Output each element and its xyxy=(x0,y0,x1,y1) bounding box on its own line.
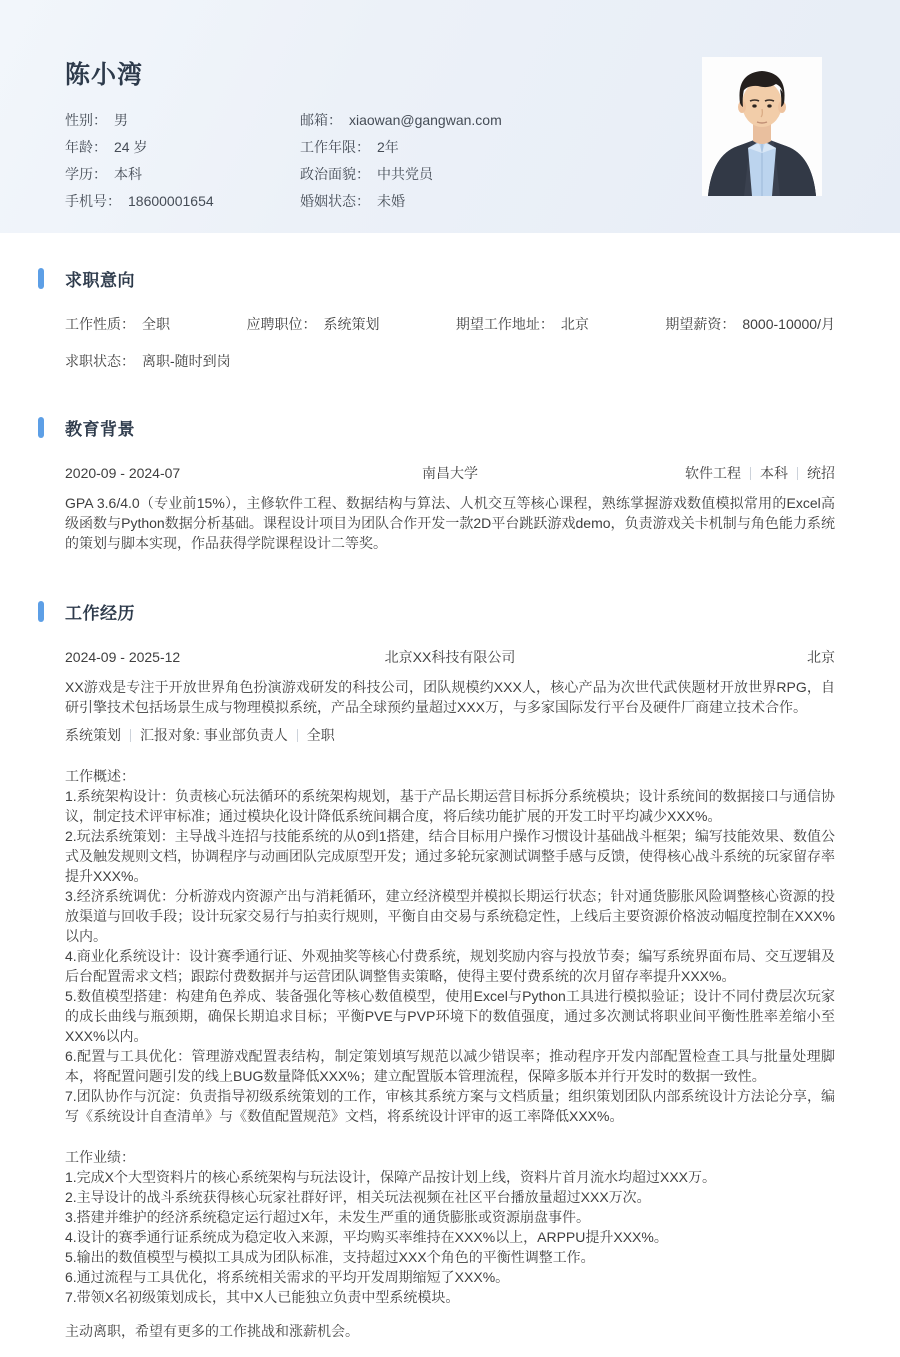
section-education xyxy=(65,415,835,553)
info-value: xiaowan@gangwan.com xyxy=(349,112,502,128)
info-age xyxy=(65,139,300,155)
field-label: 期望薪资： xyxy=(665,316,736,332)
field-target-position xyxy=(246,316,379,332)
portrait-illustration xyxy=(702,57,822,196)
work-overview-item: 5.数值模型搭建：构建角色养成、装备强化等核心数值模型，使用Excel与Python工具进行模拟验证；设计不同付费层次玩家的成长曲线与瓶颈期，确保长期追求目标；平衡PVE与PVP环境下的数值强度，通过多次测试将职业间平衡性胜率差缩小至XXX%以内。 xyxy=(65,988,835,1044)
job-intent-row-2 xyxy=(65,353,835,369)
education-major: 软件工程 xyxy=(685,465,741,481)
company-intro: XX游戏是专注于开放世界角色扮演游戏研发的科技公司，团队规模约XXX人，核心产品为次世代武侠题材开放世界RPG，自研引擎技术包括场景生成与物理模拟系统，产品全球预约量超过XXX万，与多家国际发行平台及硬件厂商建立技术合作。 xyxy=(65,679,835,715)
info-political-status xyxy=(300,166,625,182)
field-value: 系统策划 xyxy=(323,316,380,332)
work-overview-item: 7.团队协作与沉淀：负责指导初级系统策划的工作，审核其系统方案与文档质量；组织策划团队内部系统设计方法论分享，编写《系统设计自查清单》与《数值配置规范》文档，将系统设计评审的返工率降低XXX%。 xyxy=(65,1088,835,1124)
section-accent-bar xyxy=(38,268,44,289)
work-overview-block xyxy=(65,766,835,1126)
section-job-intent xyxy=(65,266,835,369)
divider xyxy=(797,467,798,480)
section-title: 工作经历 xyxy=(65,604,135,623)
candidate-photo xyxy=(702,57,822,196)
work-achievement-item: 5.输出的数值模型与模拟工具成为团队标准，支持超过XXX个角色的平衡性调整工作。 xyxy=(65,1249,595,1265)
info-work-years xyxy=(300,139,625,155)
info-value: 18600001654 xyxy=(128,193,214,209)
resume-header xyxy=(0,0,900,233)
education-meta-row xyxy=(65,465,835,482)
info-value: 2年 xyxy=(377,139,399,155)
candidate-name: 陈小湾 xyxy=(65,61,144,89)
section-accent-bar xyxy=(38,601,44,622)
personal-info-grid xyxy=(65,112,625,209)
section-title: 求职意向 xyxy=(65,271,135,290)
work-achievement-item: 7.带领X名初级策划成长，其中X人已能独立负责中型系统模块。 xyxy=(65,1289,460,1305)
work-achievement-item: 1.完成X个大型资料片的核心系统架构与玩法设计，保障产品按计划上线，资料片首月流水均超过XXX万。 xyxy=(65,1169,717,1185)
work-date: 2024-09 - 2025-12 xyxy=(65,649,181,665)
field-label: 工作性质： xyxy=(65,316,135,332)
section-header xyxy=(65,415,835,440)
job-intent-row-1 xyxy=(65,316,835,332)
field-label: 应聘职位： xyxy=(246,316,317,332)
work-achievement-item: 2.主导设计的战斗系统获得核心玩家社群好评，相关玩法视频在社区平台播放量超过XXX万次。 xyxy=(65,1189,651,1205)
report-to: 汇报对象: 事业部负责人 xyxy=(140,727,288,743)
section-accent-bar xyxy=(38,417,44,438)
info-value: 24 岁 xyxy=(114,139,148,155)
divider xyxy=(130,729,131,742)
work-overview-title: 工作概述： xyxy=(65,768,135,784)
education-description: GPA 3.6/4.0（专业前15%），主修软件工程、数据结构与算法、人机交互等核心课程，熟练掌握游戏数值模拟常用的Excel高级函数与Python数据分析基础。课程设计项目为团队合作开发一款2D平台跳跃游戏demo，负责游戏关卡机制与角色能力系统的策划与脚本实现，作品获得学院课程设计二等奖。 xyxy=(65,495,835,551)
education-qualifications xyxy=(478,465,835,482)
work-achievement-item: 4.设计的赛季通行证系统成为稳定收入来源，平均购买率维持在XXX%以上，ARPPU提升XXX%。 xyxy=(65,1229,668,1245)
job-type: 全职 xyxy=(306,727,335,743)
leave-reason: 主动离职，希望有更多的工作挑战和涨薪机会。 xyxy=(65,1323,359,1339)
education-date: 2020-09 - 2024-07 xyxy=(65,465,181,481)
info-degree xyxy=(65,166,300,182)
work-meta-row xyxy=(65,649,835,666)
work-overview-item: 2.玩法系统策划：主导战斗连招与技能系统的从0到1搭建，结合目标用户操作习惯设计基础战斗框架；编写技能效果、数值公式及触发规则文档，协调程序与动画团队完成原型开发；通过多轮玩家测试调整手感与反馈，使得核心战斗系统的玩家留存率提升XXX%。 xyxy=(65,828,835,884)
work-achievement-title: 工作业绩： xyxy=(65,1149,135,1165)
info-value: 男 xyxy=(114,112,128,128)
work-overview-item: 1.系统架构设计：负责核心玩法循环的系统架构规划，基于产品长期运营目标拆分系统模块；设计系统间的数据接口与通信协议，制定技术评审标准；通过模块化设计降低系统间耦合度，将后续功能扩展的开发工时平均减少XXX%。 xyxy=(65,788,835,824)
resume-body xyxy=(0,266,900,1357)
work-overview-item: 6.配置与工具优化：管理游戏配置表结构，制定策划填写规范以减少错误率；推动程序开发内部配置检查工具与批量处理脚本，将配置问题引发的线上BUG数量降低XXX%；建立配置版本管理流程，保障多版本并行开发时的数据一致性。 xyxy=(65,1048,835,1084)
field-label: 期望工作地址： xyxy=(455,316,554,332)
section-title: 教育背景 xyxy=(65,420,135,439)
section-work-experience xyxy=(65,599,835,1341)
info-email xyxy=(300,112,625,128)
section-header xyxy=(65,599,835,624)
work-achievement-block xyxy=(65,1147,835,1307)
info-label: 政治面貌： xyxy=(300,166,370,182)
info-value: 中共党员 xyxy=(377,166,433,182)
work-location: 北京 xyxy=(807,649,835,665)
info-phone xyxy=(65,193,300,209)
info-marital-status xyxy=(300,193,625,209)
info-gender xyxy=(65,112,300,128)
info-label: 工作年限： xyxy=(300,139,370,155)
field-label: 求职状态： xyxy=(65,353,135,369)
divider xyxy=(750,467,751,480)
field-value: 离职-随时到岗 xyxy=(142,353,231,369)
field-value: 全职 xyxy=(142,316,170,332)
education-school: 南昌大学 xyxy=(422,465,478,481)
position-row xyxy=(65,725,835,745)
work-overview-item: 4.商业化系统设计：设计赛季通行证、外观抽奖等核心付费系统，规划奖励内容与投放节奏；编写系统界面布局、交互逻辑及后台配置需求文档；跟踪付费数据并与运营团队调整售卖策略，使得主要付费系统的次月留存率提升XXX%。 xyxy=(65,948,835,984)
work-achievement-item: 3.搭建并维护的经济系统稳定运行超过X年，未发生严重的通货膨胀或资源崩盘事件。 xyxy=(65,1209,591,1225)
position-title: 系统策划 xyxy=(65,727,121,743)
section-header xyxy=(65,266,835,291)
work-overview-item: 3.经济系统调优：分析游戏内资源产出与消耗循环，建立经济模型并模拟长期运行状态；针对通货膨胀风险调整核心资源的投放渠道与回收手段；设计玩家交易行与拍卖行规则，平衡自由交易与系统稳定性，上线后主要资源价格波动幅度控制在XXX%以内。 xyxy=(65,888,835,944)
education-degree: 本科 xyxy=(760,465,788,481)
info-value: 本科 xyxy=(114,166,142,182)
field-job-nature xyxy=(65,316,170,332)
field-value: 北京 xyxy=(560,316,589,332)
work-company: 北京XX科技有限公司 xyxy=(384,649,516,665)
education-enroll-type: 统招 xyxy=(807,465,835,481)
info-label: 年龄： xyxy=(65,139,107,155)
info-label: 学历： xyxy=(65,166,107,182)
field-expected-location xyxy=(456,316,589,332)
info-label: 婚姻状态： xyxy=(300,193,370,209)
work-achievement-item: 6.通过流程与工具优化，将系统相关需求的平均开发周期缩短了XXX%。 xyxy=(65,1269,510,1285)
field-job-status xyxy=(65,353,231,369)
divider xyxy=(297,729,298,742)
info-label: 邮箱： xyxy=(300,112,342,128)
field-expected-salary xyxy=(665,316,835,332)
info-value: 未婚 xyxy=(377,193,405,209)
field-value: 8000-10000/月 xyxy=(742,316,835,332)
info-label: 手机号： xyxy=(65,193,121,209)
info-label: 性别： xyxy=(65,112,107,128)
